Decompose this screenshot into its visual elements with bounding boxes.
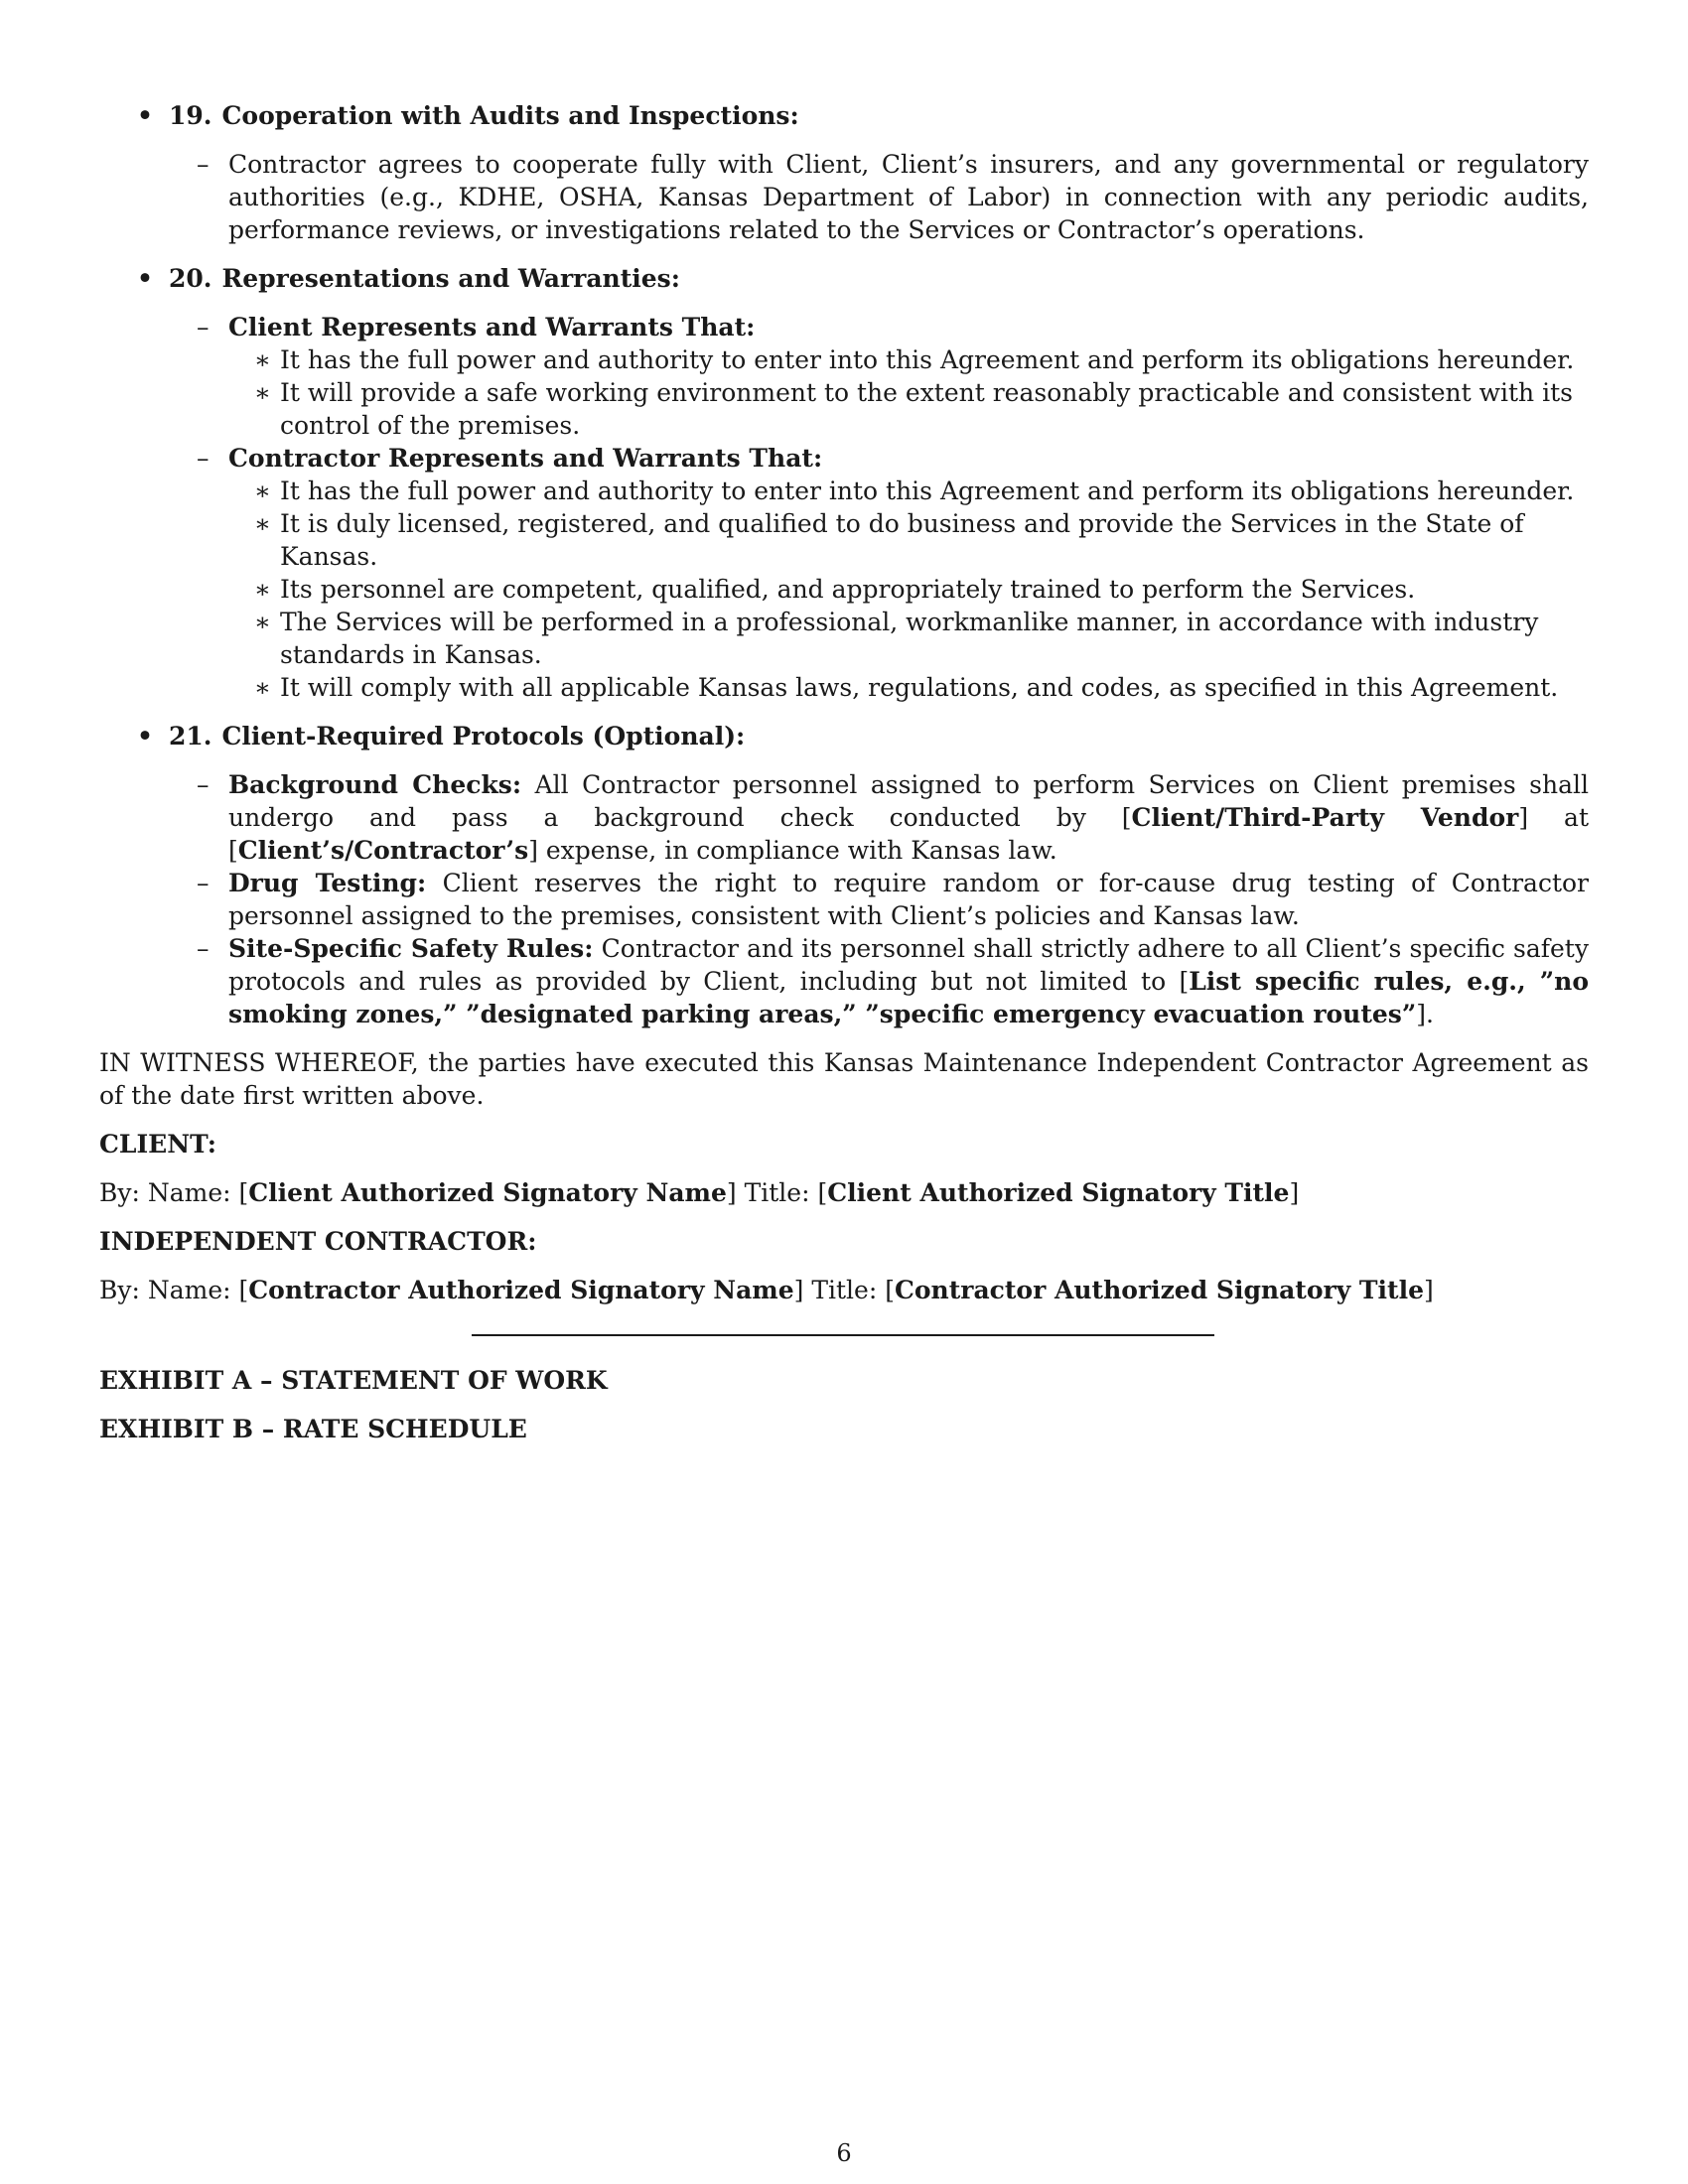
item-text [228, 768, 1589, 867]
dash-icon: – [197, 313, 210, 341]
section-number: 20. [169, 264, 212, 293]
item-label: Background Checks: [228, 770, 522, 799]
dash-icon: – [197, 934, 210, 963]
section-number: 21. [169, 722, 212, 751]
list-item [228, 475, 1589, 507]
asterisk-icon: ∗ [254, 575, 271, 604]
asterisk-icon: ∗ [254, 378, 271, 407]
signatory-name: Client Authorized Signatory Name [248, 1178, 727, 1207]
dash-icon: – [197, 444, 210, 473]
asterisk-icon: ∗ [254, 608, 271, 636]
list-item [228, 671, 1589, 704]
by-name-label: By: Name: [ [99, 1276, 249, 1304]
list-item [228, 507, 1589, 573]
list-item [228, 606, 1589, 671]
section-title-text: Cooperation with Audits and Inspections: [221, 101, 799, 130]
signatory-name: Contractor Authorized Signatory Name [248, 1276, 794, 1304]
document-page [99, 99, 1589, 1461]
drug-testing-item [169, 867, 1589, 932]
background-checks-item [169, 768, 1589, 867]
section-19-item [169, 148, 1589, 246]
bullet-icon: • [137, 264, 153, 293]
section-21-title [169, 720, 1589, 752]
by-name-label: By: Name: [ [99, 1178, 249, 1207]
item-text-part: Client reserves the right to require random or for-cause drug testing of Contractor personnel assigned to the premises, consistent with Client’s policies and Kansas law. [228, 869, 1589, 930]
item-text-part: All Contractor personnel assigned to perform Services on Client premises shall undergo and pass a background check conducted by [ [228, 770, 1589, 832]
list-item-text: The Services will be performed in a professional, workmanlike manner, in accordance with industry standards in Kansas. [280, 608, 1539, 669]
horizontal-divider [472, 1334, 1214, 1336]
dash-icon: – [197, 869, 210, 897]
client-warranties-heading: Client Represents and Warrants That: [228, 313, 756, 341]
closing-bracket: ] [1423, 1276, 1434, 1304]
asterisk-icon: ∗ [254, 345, 271, 374]
bullet-icon: • [137, 101, 153, 130]
section-title-text: Client-Required Protocols (Optional): [221, 722, 746, 751]
dash-icon: – [197, 770, 210, 799]
contractor-warranties-heading: Contractor Represents and Warrants That: [228, 444, 823, 473]
dash-icon: – [197, 150, 210, 179]
section-21 [99, 720, 1589, 1030]
section-20 [99, 262, 1589, 704]
list-item [228, 376, 1589, 442]
exhibit-a-heading: EXHIBIT A – STATEMENT OF WORK [99, 1366, 608, 1395]
item-text: Contractor agrees to cooperate fully with Client, Client’s insurers, and any governmental or regulatory authorities (e.g., KDHE, OSHA, Kansas Department of Labor) in connection with any periodic audits, performance reviews, or investigations related to the Services or Contractor’s operations. [228, 150, 1589, 244]
placeholder-field: List specific rules, e.g., ”no smoking zones,” ”designated parking areas,” ”specific emergency evacuation routes” [228, 967, 1589, 1028]
list-item-text: It will provide a safe working environment to the extent reasonably practicable and consistent with its control of the premises. [280, 378, 1573, 440]
section-title-text: Representations and Warranties: [221, 264, 680, 293]
list-item-text: Its personnel are competent, qualified, and appropriately trained to perform the Services. [280, 575, 1416, 604]
contractor-signature-line [99, 1274, 1589, 1306]
asterisk-icon: ∗ [254, 477, 271, 505]
client-signature-line [99, 1176, 1589, 1209]
list-item-text: It has the full power and authority to enter into this Agreement and perform its obligations hereunder. [280, 345, 1575, 374]
title-label: ] Title: [ [726, 1178, 828, 1207]
asterisk-icon: ∗ [254, 673, 271, 702]
page-number: 6 [836, 2139, 852, 2167]
list-item-text: It has the full power and authority to enter into this Agreement and perform its obligations hereunder. [280, 477, 1575, 505]
list-item [228, 343, 1589, 376]
closing-bracket: ] [1289, 1178, 1300, 1207]
contractor-warranties [169, 442, 1589, 704]
list-item-text: It is duly licensed, registered, and qualified to do business and provide the Services in the State of Kansas. [280, 509, 1524, 571]
client-heading: CLIENT: [99, 1130, 217, 1159]
item-label: Site-Specific Safety Rules: [228, 934, 594, 963]
item-text-part: ]. [1416, 1000, 1434, 1028]
title-label: ] Title: [ [793, 1276, 895, 1304]
signatory-title: Contractor Authorized Signatory Title [894, 1276, 1424, 1304]
section-20-title [169, 262, 1589, 295]
placeholder-field: Client’s/Contractor’s [237, 836, 529, 865]
item-text-part: ] at [ [228, 803, 1589, 865]
item-text-part: ] expense, in compliance with Kansas law. [528, 836, 1057, 865]
witness-paragraph: IN WITNESS WHEREOF, the parties have executed this Kansas Maintenance Independent Contractor Agreement as of the date first written above. [99, 1048, 1589, 1110]
placeholder-field: Client/Third-Party Vendor [1131, 803, 1519, 832]
exhibit-b-heading: EXHIBIT B – RATE SCHEDULE [99, 1415, 527, 1443]
contractor-heading: INDEPENDENT CONTRACTOR: [99, 1227, 537, 1256]
asterisk-icon: ∗ [254, 509, 271, 538]
item-text [228, 867, 1589, 932]
bullet-icon: • [137, 722, 153, 751]
list-item [228, 573, 1589, 606]
item-text-part: Contractor and its personnel shall strictly adhere to all Client’s specific safety protocols and rules as provided by Client, including but not limited to [ [228, 934, 1589, 996]
section-19 [99, 99, 1589, 246]
list-item-text: It will comply with all applicable Kansas laws, regulations, and codes, as specified in this Agreement. [280, 673, 1559, 702]
safety-rules-item [169, 932, 1589, 1030]
signatory-title: Client Authorized Signatory Title [827, 1178, 1290, 1207]
section-number: 19. [169, 101, 212, 130]
section-19-title [169, 99, 1589, 132]
item-text [228, 932, 1589, 1030]
client-warranties [169, 311, 1589, 442]
item-label: Drug Testing: [228, 869, 427, 897]
